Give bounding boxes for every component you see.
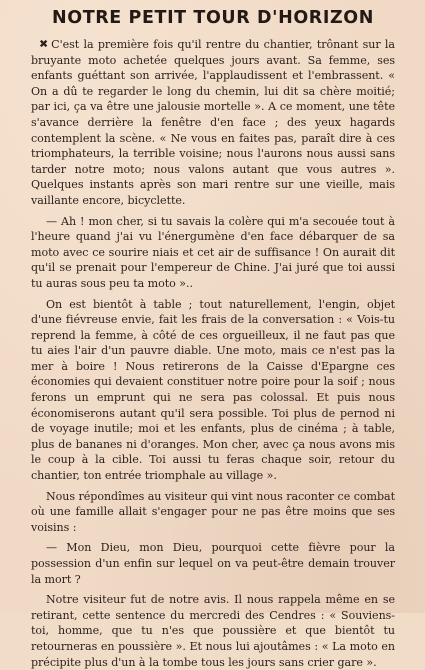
article-paragraph-1: [31, 37, 395, 209]
article-paragraph-2: — Ah ! mon cher, si tu savais la colère qui m'a secouée tout à l'heure quand j'ai vu l'énergumène d'en face débarquer de sa moto avec ce sourire niais et cet air de suffisance ! On aurait dit qu'il se prenait pour l'empereur de Chine. J'ai juré que toi aussi tu auras sous peu ta moto »..: [31, 214, 395, 290]
article-paragraph-5: — Mon Dieu, mon Dieu, pourquoi cette fièvre pour la possession d'un enfin sur lequel on va peut-être demain trouver la mort ?: [31, 541, 395, 586]
paragraph-text: C'est la première fois qu'il rentre du chantier, trônant sur la bruyante moto achetée quelques jours avant. Sa femme, ses enfants guéttant son arrivée, l'applaudissent et l'embrassent. « On a dû te regarder le long du chemin, lui dit sa chère moitié; par ici, ça va être une jalousie mortelle ». A ce moment, une tête s'avance derrière la fenêtre d'en face ; des yeux hagards contemplent la scène. « Ne vous en faites pas, paraît dire à ces triomphateurs, la terrible voisine; nous l'aurons nous aussi sans tarder notre moto; nous valons autant que vous autres ». Quelques instants après son mari rentre sur une vieille, mais vaillante encore, bicyclette.: [31, 38, 395, 207]
article-paragraph-6: Notre visiteur fut de notre avis. Il nous rappela même en se retirant, cette sentence du mercredi des Cendres : « Souviens-toi, homme, que tu n'es que poussière et que bientôt tu retourneras en poussière ». Et nous lui ajoutâmes : « La moto en précipite plus d'un à la tombe tous les jours sans crier gare ».: [31, 593, 395, 669]
ornament-star-icon: ✖: [39, 37, 49, 51]
article-title: NOTRE PETIT TOUR D'HORIZON: [51, 8, 375, 28]
article-paragraph-3: On est bientôt à table ; tout naturellement, l'engin, objet d'une fiévreuse envie, fait les frais de la conversation : « Vois-tu reprend la femme, à côté de ces orgueilleux, il ne faut pas que tu aies l'air d'un pauvre diable. Une moto, mais ce n'est pas la mer à boire ! Nous retirerons de la Caisse d'Epargne ces économies qui devaient constituer notre poire pour la soif ; nous ferons un emprunt qui ne sera pas colossal. Et puis nous économiserons autant qu'il sera possible. Toi plus de pernod ni de voyage inutile; moi et les enfants, plus de cinéma ; à table, plus de bananes ni d'oranges. Mon cher, avec ça nous avons mis le coup à la cible. Toi aussi tu feras chaque soir, retour du chantier, ton entrée triomphale au village ».: [31, 297, 395, 483]
article-paragraph-4: Nous répondîmes au visiteur qui vint nous raconter ce combat où une famille allait s'engager pour ne pas être moins que ses voisins :: [31, 489, 395, 534]
